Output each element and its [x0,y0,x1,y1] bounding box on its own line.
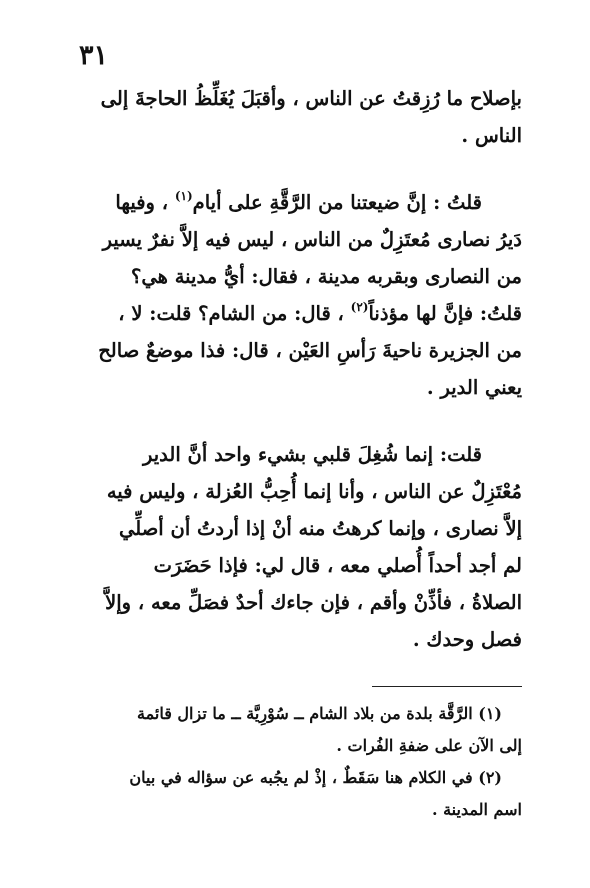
footnote-line: اسم المدينة . [431,800,522,819]
text-line: من النصارى وبقربه مدينة ، فقال: أيُّ مدينة هي؟ [131,265,522,288]
text-line: بإصلاح ما رُزِقتُ عن الناس ، وأقبَلَ يُغَلِّظُ الحاجةَ إلى [100,87,522,110]
text-line: الناس . [461,124,522,147]
paragraph-1 [82,80,522,154]
paragraph-2 [82,184,522,406]
footnote-ref-1[interactable]: (١) [174,188,193,203]
text-segment: ، وفيها [115,191,175,214]
text-line [82,295,522,332]
footnote-line: (٢) في الكلام هنا سَقَطٌ ، إذْ لم يجُبه عن سؤاله في بيان [129,768,502,787]
text-line: لم أجد أحداً أُصلي معه ، قال لي: فإذا حَضَرَت [153,554,522,577]
text-segment: قلتُ: فإنَّ لها مؤذناً [368,302,522,325]
text-line: قلت: إنما شُغِلَ قلبي بشيء واحد أنَّ الدير [142,443,482,466]
footnote-line: (١) الرَّقَّة بلدة من بلاد الشام ــ سُوْرِيَّة ــ ما تزال قائمة [137,704,502,723]
paragraph-3 [82,436,522,658]
text-line: دَيرُ نصارى مُعتَزِلٌ من الناس ، ليس فيه إلاَّ نفرٌ يسير [102,228,522,251]
text-segment: قلتُ : إنَّ ضيعتنا من الرَّقَّةِ على أيام [192,191,482,214]
footnote-2 [82,762,522,826]
footnotes [82,698,522,826]
text-line [82,184,522,221]
page-number: ٣١ [78,40,108,71]
text-line: من الجزيرة ناحيةَ رَأسِ العَيْن ، قال: فذا موضعٌ صالح [98,339,522,362]
text-line: مُعْتَزِلٌ عن الناس ، وأنا إنما أُحِبُّ العُزلة ، وليس فيه [106,480,522,503]
text-segment: ، قال: من الشام؟ قلت: لا ، [118,302,351,325]
text-line: فصل وحدك . [412,628,522,651]
footnote-line: إلى الآن على ضفةِ الفُرات . [336,736,522,755]
footnote-ref-2[interactable]: (٢) [350,299,369,314]
text-line: إلاَّ نصارى ، وإنما كرهتُ منه أنْ إذا أردتُ أن أصلِّي [119,517,522,540]
text-line: الصلاةُ ، فأذِّنْ وأقم ، فإن جاءك أحدٌ فصَلِّ معه ، وإلاَّ [105,591,522,614]
footnote-1 [82,698,522,762]
main-text [82,80,522,658]
text-line: يعني الدير . [426,376,522,399]
footnote-divider [372,686,522,687]
